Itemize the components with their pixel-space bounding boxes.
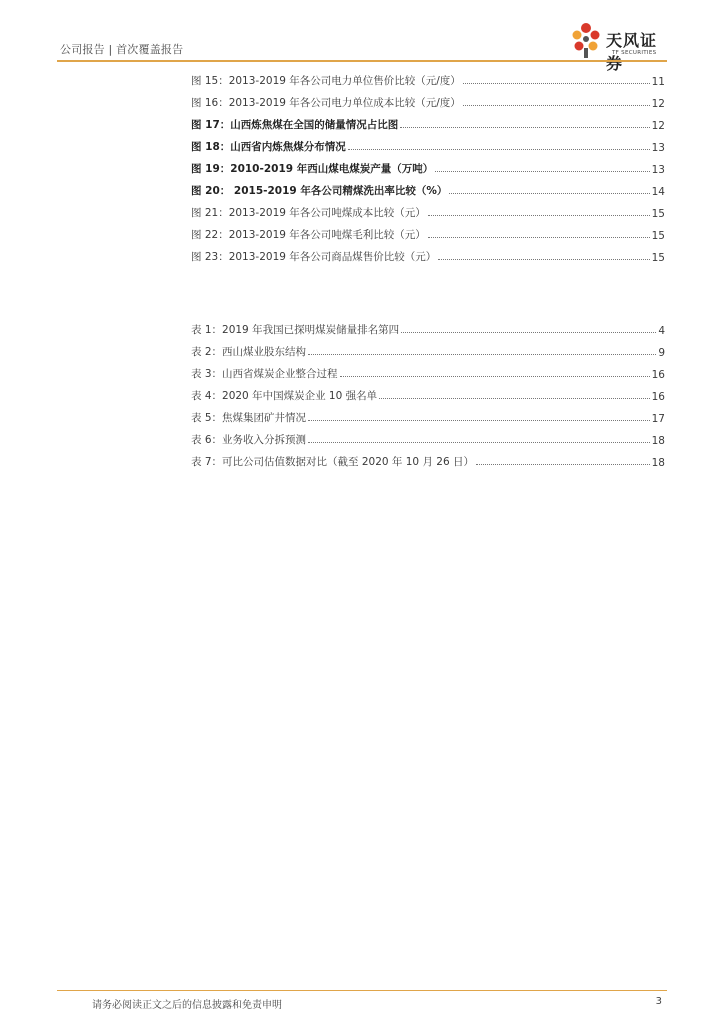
table-toc-entry-label: 表 6：业务收入分拆预测 xyxy=(191,434,307,446)
figure-toc-entry-page: 15 xyxy=(651,252,665,264)
figure-toc-entry-page: 14 xyxy=(651,186,665,198)
tf-securities-logo xyxy=(568,20,672,73)
table-toc-entry-label: 表 3：山西省煤炭企业整合过程 xyxy=(191,368,338,380)
figure-toc-entry[interactable] xyxy=(191,198,665,220)
leader-dots xyxy=(463,105,650,106)
figure-toc-entry-label: 图 19：2010-2019 年西山煤电煤炭产量（万吨） xyxy=(191,163,434,175)
table-toc-entry[interactable] xyxy=(191,315,665,337)
figure-toc-entry-label: 图 18：山西省内炼焦煤分布情况 xyxy=(191,141,346,153)
figure-toc-entry[interactable] xyxy=(191,132,665,154)
figure-toc-entry-label: 图 17：山西炼焦煤在全国的储量情况占比图 xyxy=(191,119,399,131)
table-toc-entry-label: 表 4：2020 年中国煤炭企业 10 强名单 xyxy=(191,390,378,402)
leader-dots xyxy=(476,464,650,465)
table-toc-entry[interactable] xyxy=(191,359,665,381)
figure-toc-entry-label: 图 23：2013-2019 年各公司商品煤售价比较（元） xyxy=(191,251,437,263)
table-toc-entry-page: 9 xyxy=(658,347,665,359)
leader-dots xyxy=(379,398,650,399)
figure-toc-entry-page: 11 xyxy=(651,76,665,88)
leader-dots xyxy=(308,420,650,421)
figure-toc-entry-page: 12 xyxy=(651,98,665,110)
logo-flower-icon xyxy=(568,20,604,60)
table-toc-entry-page: 18 xyxy=(651,457,665,469)
figure-toc-entry-page: 15 xyxy=(651,208,665,220)
table-toc-entry-label: 表 2：西山煤业股东结构 xyxy=(191,346,307,358)
figure-list xyxy=(191,66,665,264)
leader-dots xyxy=(401,332,656,333)
table-toc-entry-label: 表 1：2019 年我国已探明煤炭储量排名第四 xyxy=(191,324,400,336)
figure-toc-entry-page: 12 xyxy=(651,120,665,132)
leader-dots xyxy=(400,127,649,128)
figure-toc-entry-label: 图 22：2013-2019 年各公司吨煤毛利比较（元） xyxy=(191,229,426,241)
table-toc-entry-page: 18 xyxy=(651,435,665,447)
leader-dots xyxy=(428,237,650,238)
table-toc-entry[interactable] xyxy=(191,381,665,403)
figure-toc-entry-page: 13 xyxy=(651,164,665,176)
figure-toc-entry[interactable] xyxy=(191,220,665,242)
logo-en-text: TF SECURITIES xyxy=(612,50,657,56)
figure-toc-entry-page: 13 xyxy=(651,142,665,154)
figure-toc-entry-page: 15 xyxy=(651,230,665,242)
leader-dots xyxy=(428,215,650,216)
leader-dots xyxy=(463,83,650,84)
leader-dots xyxy=(435,171,649,172)
table-toc-entry-page: 16 xyxy=(651,391,665,403)
logo-cn-text: 天风证券 xyxy=(606,31,658,73)
leader-dots xyxy=(438,259,649,260)
table-toc-entry[interactable] xyxy=(191,403,665,425)
figure-toc-entry[interactable] xyxy=(191,242,665,264)
figure-toc-entry-label: 图 16：2013-2019 年各公司电力单位成本比较（元/度） xyxy=(191,97,461,109)
table-toc-entry[interactable] xyxy=(191,337,665,359)
figure-toc-entry[interactable] xyxy=(191,176,665,198)
figure-toc-entry[interactable] xyxy=(191,110,665,132)
table-toc-entry[interactable] xyxy=(191,447,665,469)
figure-toc-entry-label: 图 21：2013-2019 年各公司吨煤成本比较（元） xyxy=(191,207,426,219)
figure-toc-entry[interactable] xyxy=(191,66,665,88)
leader-dots xyxy=(449,193,649,194)
table-list xyxy=(191,315,665,469)
figure-toc-entry[interactable] xyxy=(191,88,665,110)
leader-dots xyxy=(348,149,650,150)
footer-divider xyxy=(57,990,667,991)
header-divider xyxy=(57,60,667,62)
leader-dots xyxy=(340,376,650,377)
table-toc-entry-page: 4 xyxy=(658,325,665,337)
figure-toc-entry-label: 图 20： 2015-2019 年各公司精煤洗出率比较（%） xyxy=(191,185,448,197)
table-toc-entry[interactable] xyxy=(191,425,665,447)
leader-dots xyxy=(308,354,656,355)
table-toc-entry-label: 表 5：焦煤集团矿井情况 xyxy=(191,412,307,424)
leader-dots xyxy=(308,442,650,443)
table-toc-entry-page: 16 xyxy=(651,369,665,381)
figure-toc-entry-label: 图 15：2013-2019 年各公司电力单位售价比较（元/度） xyxy=(191,75,461,87)
report-type-header: 公司报告 | 首次覆盖报告 xyxy=(60,43,184,56)
footer-disclaimer: 请务必阅读正文之后的信息披露和免责申明 xyxy=(92,1000,282,1011)
table-toc-entry-label: 表 7：可比公司估值数据对比（截至 2020 年 10 月 26 日） xyxy=(191,456,474,468)
page-number: 3 xyxy=(655,996,662,1007)
figure-toc-entry[interactable] xyxy=(191,154,665,176)
table-toc-entry-page: 17 xyxy=(651,413,665,425)
